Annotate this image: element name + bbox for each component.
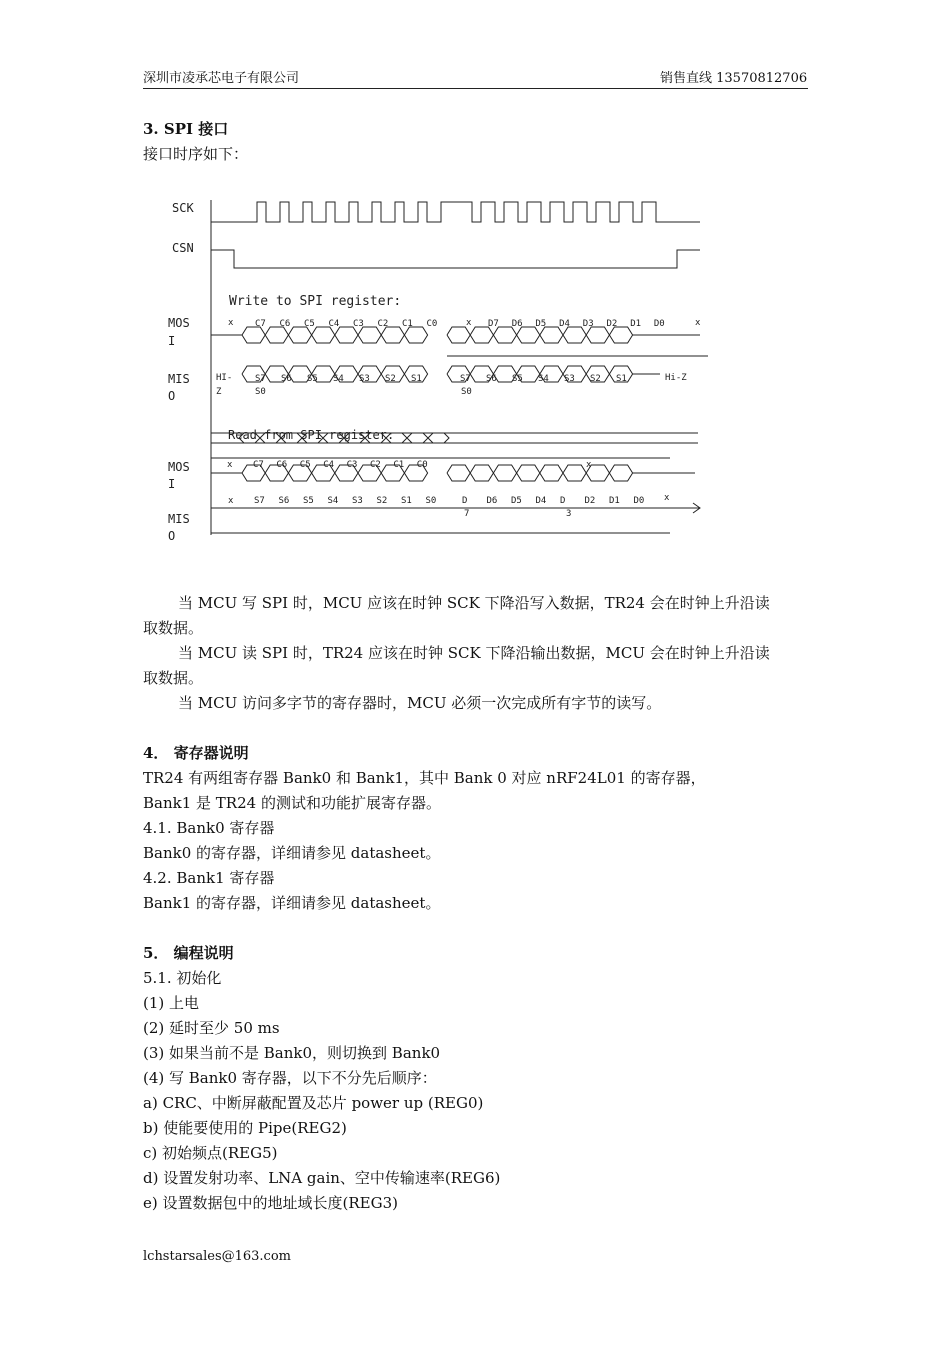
w-miso-status2-label: S3 [564, 374, 575, 384]
r-miso-data-label: D0 [633, 496, 645, 506]
read-miso-labels [254, 496, 644, 506]
w-miso-status2-label: S5 [512, 374, 523, 384]
r-miso-sub7: 7 [464, 509, 470, 519]
write-mosi-bus [211, 327, 700, 343]
para1-line2: 取数据。 [143, 619, 204, 637]
section4-heading: 4． 寄存器说明 [143, 744, 249, 762]
w-mosi-cmd-bit [358, 327, 381, 343]
r-miso-sub3: 3 [566, 509, 572, 519]
w-miso-status-label: S4 [333, 374, 344, 384]
write-miso-labels [255, 374, 627, 384]
read-title: Read from SPI register: [228, 428, 395, 442]
section41-text: Bank0 的寄存器，详细请参见 datasheet。 [143, 844, 441, 862]
step-item: (1) 上电 [143, 994, 200, 1012]
header-hotline: 销售直线 13570812706 [660, 71, 808, 86]
r-miso-data-label: D2 [584, 496, 596, 506]
r-mosi-cmd-label: C4 [323, 460, 335, 470]
spi-timing-diagram [160, 190, 720, 550]
w-mosi-data-label: D3 [582, 319, 594, 329]
w-mosi-data-bit [563, 327, 586, 343]
w-mosi-x: x [228, 318, 234, 328]
para2-line2: 取数据。 [143, 669, 204, 687]
r-mosi-tail-bit [540, 465, 563, 481]
w-mosi-cmd-bit [265, 327, 288, 343]
r-miso-data-label: D1 [609, 496, 620, 506]
r-miso-status-label: S0 [425, 496, 437, 506]
r-miso-status-label: S3 [352, 496, 363, 506]
w-mosi-cmd-label: C2 [377, 319, 389, 329]
r-mosi-tail-bit [609, 465, 632, 481]
r-miso-status-label: S1 [401, 496, 412, 506]
w-miso-label-b: O [168, 389, 176, 403]
step-item: e) 设置数据包中的地址域长度(REG3) [143, 1194, 398, 1212]
w-mosi-data-bit [470, 327, 493, 343]
step-item: (4) 写 Bank0 寄存器，以下不分先后顺序： [143, 1069, 437, 1087]
r-miso-status-label: S5 [303, 496, 314, 506]
w-miso-status2-label: S7 [460, 374, 471, 384]
w-mosi-data-label: D6 [511, 319, 523, 329]
w-miso-status2-label: S6 [486, 374, 497, 384]
r-mosi-tail-bit [470, 465, 493, 481]
w-mosi-data-label: D5 [535, 319, 547, 329]
read-title-crossing [428, 433, 449, 443]
w-miso-status-label: S1 [411, 374, 422, 384]
w-miso-hiz-a: HI- [216, 373, 233, 383]
r-miso-data-label: D [560, 496, 566, 506]
w-mosi-data-label: D7 [488, 319, 499, 329]
sck-label: SCK [172, 201, 194, 215]
w-miso-s0-a: S0 [255, 387, 266, 397]
w-miso-status-label: S3 [359, 374, 370, 384]
w-mosi-data-bit [540, 327, 563, 343]
w-mosi-data-label: D4 [559, 319, 570, 329]
r-miso-status-label: S6 [278, 496, 290, 506]
w-miso-status2-label: S2 [590, 374, 601, 384]
step-item: a) CRC、中断屏蔽配置及芯片 power up (REG0) [143, 1094, 484, 1112]
r-mosi-label-a: MOS [168, 460, 190, 474]
w-miso-hiz-end: Hi-Z [665, 373, 687, 383]
w-mosi-cmd-label: C5 [304, 319, 315, 329]
r-miso-x: x [228, 496, 234, 506]
r-mosi-cmd-label: C5 [299, 460, 311, 470]
footer-email: lchstarsales@163.com [143, 1249, 291, 1264]
w-mosi-cmd-bit [404, 327, 427, 343]
w-mosi-cmd-label: C4 [328, 319, 340, 329]
r-miso-label-a: MIS [168, 512, 190, 526]
w-mosi-cmd-bit [335, 327, 358, 343]
w-mosi-x-mid: x [466, 318, 472, 328]
r-mosi-cmd-label: C1 [393, 460, 405, 470]
w-miso-status2-label: S4 [538, 374, 549, 384]
csn-waveform [211, 250, 700, 268]
w-mosi-cmd-bit [312, 327, 335, 343]
write-title: Write to SPI register: [229, 294, 402, 309]
w-mosi-data-label: D0 [653, 319, 665, 329]
r-miso-data-label: D5 [511, 496, 522, 506]
r-mosi-cmd-label: C7 [253, 460, 264, 470]
w-miso-label-a: MIS [168, 372, 190, 386]
r-miso-data-label: D6 [486, 496, 498, 506]
w-mosi-data-label: D1 [630, 319, 642, 329]
w-miso-status-label: S2 [385, 374, 396, 384]
step-item: (3) 如果当前不是 Bank0，则切换到 Bank0 [143, 1044, 441, 1062]
r-mosi-tail-bit [447, 465, 470, 481]
section5-heading: 5． 编程说明 [143, 944, 234, 962]
w-mosi-cmd-label: C1 [402, 319, 413, 329]
w-mosi-cmd-label: C3 [353, 319, 364, 329]
r-miso-x-end: x [664, 493, 670, 503]
r-mosi-cmd-label: C2 [370, 460, 381, 470]
w-mosi-data-bit [517, 327, 540, 343]
section42-heading: 4.2. Bank1 寄存器 [143, 869, 275, 887]
para2-line1: 当 MCU 读 SPI 时，TR24 应该在时钟 SCK 下降沿输出数据，MCU 会在时钟上升沿读 [178, 644, 770, 662]
w-mosi-cmd-bit [242, 327, 265, 343]
para3: 当 MCU 访问多字节的寄存器时，MCU 必须一次完成所有字节的读写。 [178, 694, 662, 712]
r-miso-status-label: S7 [254, 496, 265, 506]
w-mosi-x-end: x [695, 318, 701, 328]
w-mosi-cmd-label: C7 [255, 319, 266, 329]
section3-heading: 3. SPI 接口 [143, 120, 229, 138]
r-mosi-x: x [227, 460, 233, 470]
w-mosi-label-a: MOS [168, 316, 190, 330]
r-miso-status-label: S4 [327, 496, 339, 506]
para1-line1: 当 MCU 写 SPI 时，MCU 应该在时钟 SCK 下降沿写入数据，TR24 会在时钟上升沿读 [178, 594, 770, 612]
step-item: d) 设置发射功率、LNA gain、空中传输速率(REG6) [143, 1169, 501, 1187]
r-mosi-tail-bit [493, 465, 516, 481]
w-mosi-cmd-bit [288, 327, 311, 343]
w-mosi-data-label: D2 [606, 319, 618, 329]
section41-heading: 4.1. Bank0 寄存器 [143, 819, 275, 837]
w-mosi-data-bit [586, 327, 609, 343]
step-item: b) 使能要使用的 Pipe(REG2) [143, 1119, 347, 1137]
w-mosi-cmd-label: C0 [426, 319, 438, 329]
w-mosi-data-bit [493, 327, 516, 343]
r-mosi-tail-bit [563, 465, 586, 481]
w-miso-hiz-b: Z [216, 387, 222, 397]
r-mosi-cmd-label: C6 [276, 460, 288, 470]
step-item: c) 初始频点(REG5) [143, 1144, 278, 1162]
section3-intro: 接口时序如下： [143, 145, 249, 163]
csn-label: CSN [172, 241, 194, 255]
r-mosi-tail-bit [517, 465, 540, 481]
section4-line1: TR24 有两组寄存器 Bank0 和 Bank1，其中 Bank 0 对应 nRF24L01 的寄存器， [143, 769, 706, 787]
w-mosi-data-bit [609, 327, 632, 343]
r-miso-data-label: D4 [535, 496, 547, 506]
r-miso-data-label: D [462, 496, 468, 506]
w-miso-status2-label: S1 [616, 374, 627, 384]
w-miso-s0-b: S0 [461, 387, 472, 397]
w-miso-status-label: S6 [281, 374, 292, 384]
r-mosi-label-b: I [168, 477, 176, 491]
r-miso-label-b: O [168, 529, 176, 543]
r-mosi-cmd-label: C0 [416, 460, 428, 470]
w-mosi-label-b: I [168, 334, 176, 348]
header-rule [143, 88, 808, 89]
r-miso-status-label: S2 [376, 496, 388, 506]
r-mosi-x-end: x [586, 460, 592, 470]
section4-line2: Bank1 是 TR24 的测试和功能扩展寄存器。 [143, 794, 441, 812]
w-miso-status-label: S7 [255, 374, 266, 384]
w-miso-status-label: S5 [307, 374, 318, 384]
section51-heading: 5.1. 初始化 [143, 969, 222, 987]
w-mosi-data-bit [447, 327, 470, 343]
read-title-crossing [407, 433, 428, 443]
header-company: 深圳市凌承芯电子有限公司 [143, 71, 300, 86]
step-item: (2) 延时至少 50 ms [143, 1019, 280, 1037]
w-mosi-cmd-label: C6 [279, 319, 291, 329]
sck-waveform [211, 202, 700, 222]
w-mosi-cmd-bit [381, 327, 404, 343]
section42-text: Bank1 的寄存器，详细请参见 datasheet。 [143, 894, 441, 912]
r-mosi-cmd-label: C3 [346, 460, 358, 470]
